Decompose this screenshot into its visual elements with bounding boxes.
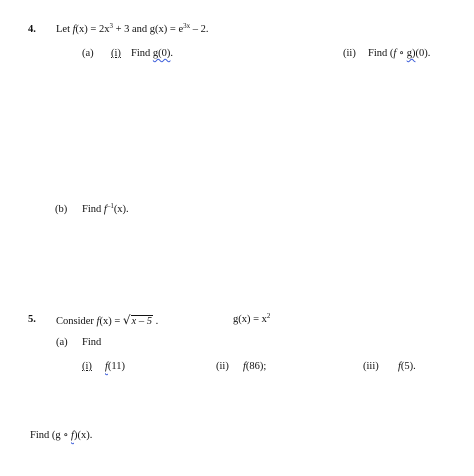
q4-part-a-i: [131, 48, 173, 60]
q4-part-b-f: f: [103, 204, 107, 215]
q4-part-a-ii-expr: g): [406, 48, 416, 59]
q4-stem-g-exp: 3x: [183, 22, 191, 30]
q4-part-a-ii-mid: ∘: [396, 48, 407, 59]
q5-ii-label: (ii): [216, 361, 229, 372]
q5-i-label: [82, 361, 92, 373]
q5-iii-f: f: [398, 361, 401, 372]
q4-stem-f-arg: (x) = 2x: [75, 24, 110, 35]
q4-part-a-ii-text: Find (: [368, 48, 394, 59]
q4-part-a-i-label-text: (i): [111, 48, 121, 59]
q4-stem-f-exp: 3: [109, 22, 113, 30]
q4-part-a-label: (a): [82, 48, 94, 59]
q4-number: 4.: [28, 24, 36, 35]
q5-iii: [398, 361, 416, 373]
q4-part-b-label: (b): [55, 204, 68, 215]
q4-stem-prefix: Let: [56, 24, 73, 35]
q4-part-a-i-expr: g(0): [152, 48, 171, 59]
q5-stem-end: .: [152, 316, 159, 327]
q5-stem-f-eq: (x) =: [99, 316, 123, 327]
q5-iii-label: (iii): [363, 361, 379, 372]
q5-stem-g-text: g(x) = x: [233, 314, 267, 325]
q4-part-a-ii-label: (ii): [343, 48, 356, 59]
q5-i-f: f: [105, 361, 108, 372]
q5-ii-arg: (86);: [245, 361, 267, 372]
q4-stem-f: f: [72, 24, 76, 35]
q5-final: [30, 430, 92, 442]
q4-part-b-exp: –1: [106, 202, 114, 210]
q4-part-b: [82, 204, 129, 216]
q5-ii-f: f: [243, 361, 246, 372]
q5-i: [105, 361, 125, 373]
q5-sqrt-body: x – 5: [131, 316, 152, 327]
q5-sqrt: [123, 314, 153, 328]
q4-part-a-ii-end: (0).: [415, 48, 431, 59]
q5-part-a-text: Find: [82, 337, 102, 348]
q5-stem-g: [233, 314, 270, 326]
q4-stem-f-rest: + 3 and g(x) = e: [112, 24, 184, 35]
q5-iii-arg: (5).: [400, 361, 416, 372]
q4-part-a-ii-f: f: [393, 48, 397, 59]
q5-final-text: Find (g ∘: [30, 430, 72, 441]
q5-i-arg: (11): [107, 361, 126, 372]
q5-final-end: )(x).: [73, 430, 93, 441]
q4-part-a-ii: [368, 48, 430, 60]
q5-ii: [243, 361, 266, 373]
q5-stem-prefix: Consider: [56, 316, 97, 327]
q5-i-label-text: (i): [82, 361, 92, 372]
q4-stem: [56, 24, 209, 36]
q5-stem-g-exp: 2: [266, 312, 271, 320]
q4-part-a-i-label: [111, 48, 121, 60]
q5-number: 5.: [28, 314, 36, 325]
q4-part-a-i-text: Find: [131, 48, 153, 59]
q5-stem-f: f: [96, 316, 100, 327]
q4-part-a-i-end: .: [170, 48, 174, 59]
q4-stem-g-rest: – 2.: [190, 24, 209, 35]
sqrt-sign-icon: √: [122, 313, 131, 327]
q4-part-b-end: (x).: [113, 204, 129, 215]
q5-part-a-label: (a): [56, 337, 68, 348]
q5-stem: [56, 314, 158, 328]
q4-part-b-text: Find: [82, 204, 104, 215]
q5-final-f: f: [71, 430, 74, 441]
